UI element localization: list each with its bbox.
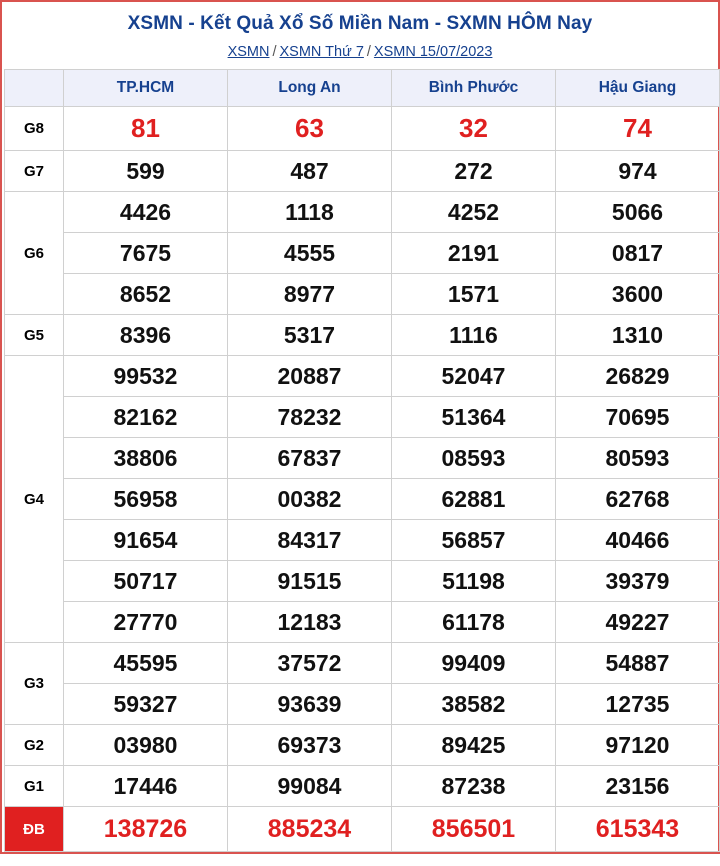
page-header xyxy=(0,0,720,69)
prize-number: 1571 xyxy=(392,274,556,315)
prize-label-g7: G7 xyxy=(5,151,64,192)
prize-number: 62768 xyxy=(556,479,720,520)
prize-number: 51364 xyxy=(392,397,556,438)
prize-number: 856501 xyxy=(392,807,556,852)
prize-number: 91515 xyxy=(228,561,392,602)
prize-number: 89425 xyxy=(392,725,556,766)
prize-number: 56857 xyxy=(392,520,556,561)
prize-number: 99409 xyxy=(392,643,556,684)
prize-number: 51198 xyxy=(392,561,556,602)
prize-number: 62881 xyxy=(392,479,556,520)
prize-number: 82162 xyxy=(64,397,228,438)
column-header-2: Long An xyxy=(228,70,392,107)
prize-number: 27770 xyxy=(64,602,228,643)
breadcrumb-item-weekday[interactable]: XSMN Thứ 7 xyxy=(279,44,364,60)
table-row xyxy=(5,684,720,725)
prize-label-g8: G8 xyxy=(5,107,64,151)
prize-number: 17446 xyxy=(64,766,228,807)
prize-number: 52047 xyxy=(392,356,556,397)
prize-number: 599 xyxy=(64,151,228,192)
prize-number: 885234 xyxy=(228,807,392,852)
page-title: XSMN - Kết Quả Xổ Số Miền Nam - SXMN HÔM Nay xyxy=(127,13,593,34)
table-row xyxy=(5,397,720,438)
prize-number: 5066 xyxy=(556,192,720,233)
table-row xyxy=(5,602,720,643)
prize-number: 1116 xyxy=(392,315,556,356)
prize-number: 26829 xyxy=(556,356,720,397)
prize-number: 40466 xyxy=(556,520,720,561)
prize-label-g3: G3 xyxy=(5,643,64,725)
prize-number: 70695 xyxy=(556,397,720,438)
column-header-1: TP.HCM xyxy=(64,70,228,107)
prize-number: 81 xyxy=(64,107,228,151)
prize-number: 61178 xyxy=(392,602,556,643)
table-row xyxy=(5,192,720,233)
table-row xyxy=(5,725,720,766)
prize-number: 38582 xyxy=(392,684,556,725)
prize-label-g5: G5 xyxy=(5,315,64,356)
table-row xyxy=(5,807,720,852)
prize-number: 20887 xyxy=(228,356,392,397)
prize-number: 08593 xyxy=(392,438,556,479)
column-header-3: Bình Phước xyxy=(392,70,556,107)
prize-number: 03980 xyxy=(64,725,228,766)
prize-number: 91654 xyxy=(64,520,228,561)
prize-label-g6: G6 xyxy=(5,192,64,315)
column-header-4: Hậu Giang xyxy=(556,70,720,107)
prize-number: 59327 xyxy=(64,684,228,725)
breadcrumb xyxy=(2,43,718,61)
prize-number: 138726 xyxy=(64,807,228,852)
prize-number: 1118 xyxy=(228,192,392,233)
prize-number: 7675 xyxy=(64,233,228,274)
prize-number: 39379 xyxy=(556,561,720,602)
prize-number: 54887 xyxy=(556,643,720,684)
results-table-wrapper xyxy=(0,69,720,854)
prize-number: 5317 xyxy=(228,315,392,356)
prize-number: 487 xyxy=(228,151,392,192)
table-row xyxy=(5,520,720,561)
prize-number: 3600 xyxy=(556,274,720,315)
prize-number: 84317 xyxy=(228,520,392,561)
breadcrumb-item-xsmn[interactable]: XSMN xyxy=(227,44,270,60)
table-header-row xyxy=(5,70,720,107)
table-row xyxy=(5,766,720,807)
table-row xyxy=(5,107,720,151)
prize-number: 8652 xyxy=(64,274,228,315)
prize-number: 12183 xyxy=(228,602,392,643)
prize-number: 32 xyxy=(392,107,556,151)
prize-number: 00382 xyxy=(228,479,392,520)
breadcrumb-separator-1: / xyxy=(272,44,277,60)
prize-number: 99532 xyxy=(64,356,228,397)
prize-number: 2191 xyxy=(392,233,556,274)
prize-number: 4555 xyxy=(228,233,392,274)
prize-number: 37572 xyxy=(228,643,392,684)
breadcrumb-separator-2: / xyxy=(366,44,371,60)
table-corner-cell xyxy=(5,70,64,107)
prize-label-g1: G1 xyxy=(5,766,64,807)
table-row xyxy=(5,561,720,602)
prize-number: 45595 xyxy=(64,643,228,684)
table-row xyxy=(5,274,720,315)
prize-label-g2: G2 xyxy=(5,725,64,766)
prize-number: 38806 xyxy=(64,438,228,479)
results-table xyxy=(4,69,720,852)
prize-number: 49227 xyxy=(556,602,720,643)
prize-number: 1310 xyxy=(556,315,720,356)
table-row xyxy=(5,643,720,684)
prize-number: 0817 xyxy=(556,233,720,274)
prize-number: 974 xyxy=(556,151,720,192)
prize-number: 93639 xyxy=(228,684,392,725)
prize-number: 615343 xyxy=(556,807,720,852)
prize-number: 23156 xyxy=(556,766,720,807)
table-row xyxy=(5,356,720,397)
breadcrumb-item-date[interactable]: XSMN 15/07/2023 xyxy=(373,44,493,60)
prize-number: 56958 xyxy=(64,479,228,520)
prize-number: 97120 xyxy=(556,725,720,766)
prize-number: 8396 xyxy=(64,315,228,356)
prize-number: 50717 xyxy=(64,561,228,602)
table-row xyxy=(5,151,720,192)
prize-label-g4: G4 xyxy=(5,356,64,643)
prize-number: 63 xyxy=(228,107,392,151)
table-row xyxy=(5,233,720,274)
prize-number: 272 xyxy=(392,151,556,192)
prize-number: 78232 xyxy=(228,397,392,438)
prize-number: 4426 xyxy=(64,192,228,233)
prize-label-đb: ĐB xyxy=(5,807,64,852)
prize-number: 99084 xyxy=(228,766,392,807)
prize-number: 69373 xyxy=(228,725,392,766)
prize-number: 4252 xyxy=(392,192,556,233)
prize-number: 12735 xyxy=(556,684,720,725)
prize-number: 8977 xyxy=(228,274,392,315)
prize-number: 67837 xyxy=(228,438,392,479)
table-row xyxy=(5,315,720,356)
table-row xyxy=(5,479,720,520)
prize-number: 74 xyxy=(556,107,720,151)
table-row xyxy=(5,438,720,479)
prize-number: 80593 xyxy=(556,438,720,479)
prize-number: 87238 xyxy=(392,766,556,807)
